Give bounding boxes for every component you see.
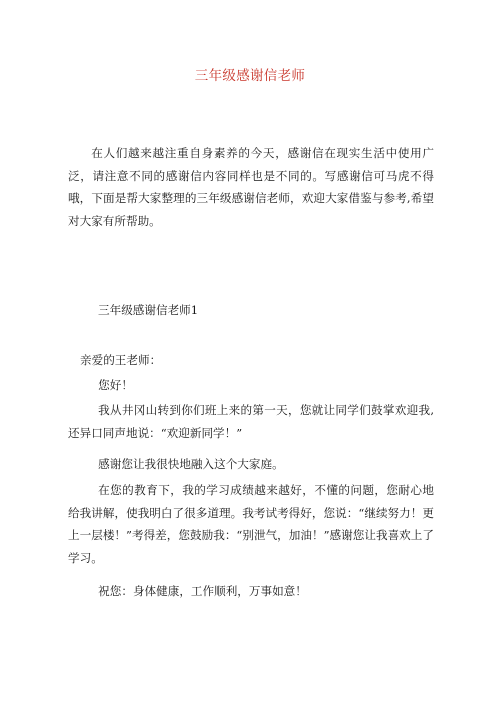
intro-paragraph: 在人们越来越注重自身素养的今天，感谢信在现实生活中使用广泛，请注意不同的感谢信内容同样也是不同的。写感谢信可马虎不得哦，下面是帮大家整理的三年级感谢信老师，欢迎大家借鉴与参考,希望对大家有所帮助。: [68, 146, 434, 228]
document-title: 三年级感谢信老师: [194, 68, 306, 84]
letter-paragraph: 在您的教育下，我的学习成绩越来越好，不懂的问题，您耐心地给我讲解，使我明白了很多道理。我考试考得好，您说：“继续努力！更上一层楼！”考得差，您鼓励我：“别泄气，加油！”感谢您让我喜欢上了学习。: [68, 483, 434, 565]
letter-salutation: 亲爱的王老师：: [80, 353, 162, 367]
letter-heading: 三年级感谢信老师1: [98, 303, 199, 317]
letter-wishes: 祝您：身体健康，工作顺利，万事如意！: [98, 584, 307, 598]
letter-greeting: 您好！: [98, 378, 133, 392]
letter-paragraph: 感谢您让我很快地融入这个大家庭。: [98, 457, 284, 471]
letter-paragraph: 我从井冈山转到你们班上来的第一天，您就让同学们鼓掌欢迎我, 还异口同声地说：“欢迎新同学！”: [68, 403, 434, 440]
